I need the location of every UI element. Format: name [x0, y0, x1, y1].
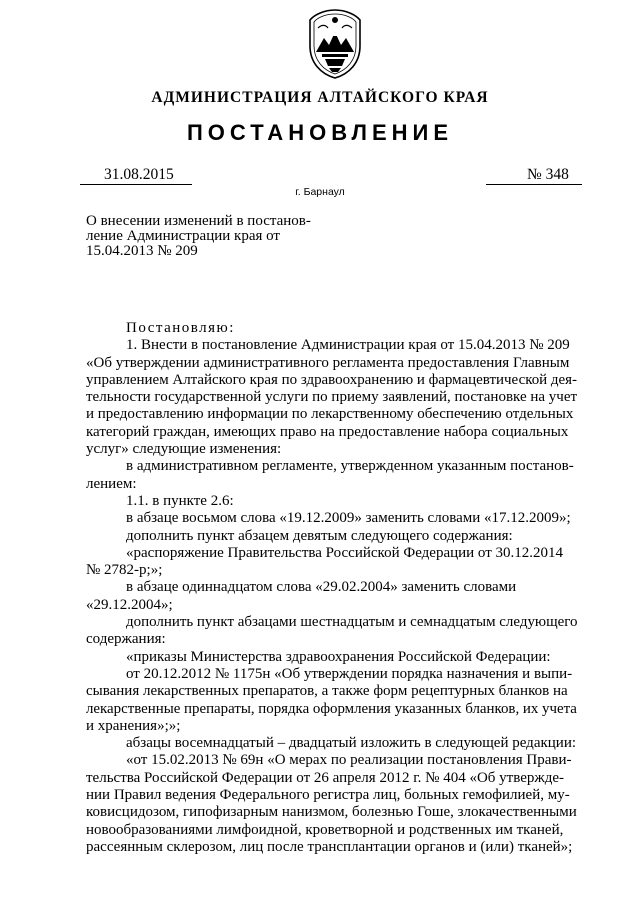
body-line: № 2782-р;»; [86, 562, 163, 579]
subject-line: О внесении изменений в постанов- [86, 213, 311, 229]
body-line: содержания: [86, 631, 166, 648]
body-line: сывания лекарственных препаратов, а также форм рецептурных бланков на [86, 683, 568, 700]
body-line: категорий граждан, имеющих право на предоставление набора социальных [86, 423, 569, 440]
body-line: дополнить пункт абзацем девятым следующего содержания: [126, 527, 513, 544]
resolution-intro: Постановляю: [126, 320, 235, 336]
body-line: управлением Алтайского края по здравоохранению и фармацевтической дея- [86, 371, 578, 388]
body-line: рассеянным склерозом, лиц после трансплантации органов и (или) тканей»; [86, 838, 573, 855]
organization-name: АДМИНИСТРАЦИЯ АЛТАЙСКОГО КРАЯ [151, 89, 489, 106]
subject-line: 15.04.2013 № 209 [86, 243, 198, 259]
body-line: нии Правил ведения Федерального регистра лиц, больных гемофилией, му- [86, 787, 570, 804]
body-line: услуг» следующие изменения: [86, 441, 282, 458]
body-line: лением: [86, 475, 137, 492]
body-line: «29.12.2004»; [86, 596, 173, 613]
body-line: в абзаце одиннадцатом слова «29.02.2004» заменить словами [126, 579, 517, 596]
body-line: в абзаце восьмом слова «19.12.2009» заменить словами «17.12.2009»; [126, 510, 571, 527]
body-line: и хранения»;»; [86, 717, 181, 734]
document-number: № 348 [527, 166, 569, 183]
body-line: 1. Внести в постановление Администрации края от 15.04.2013 № 209 [126, 337, 570, 354]
body-line: 1.1. в пункте 2.6: [126, 492, 234, 509]
subject-line: ление Администрации края от [86, 228, 280, 244]
body-line: ковисцидозом, гипофизарным нанизмом, болезнью Гоше, злокачественными [86, 804, 577, 821]
number-underline [486, 184, 582, 185]
body-line: «Об утверждении административного регламента предоставления Главным [86, 354, 570, 371]
body-line: тельности государственной услуги по приему заявлений, постановке на учет [86, 389, 578, 406]
body-line: и предоставлению информации по лекарственному обеспечению отдельных [86, 406, 574, 423]
city-name: г. Барнаул [295, 186, 345, 198]
document-subject [86, 214, 330, 259]
body-line: лекарственные препараты, порядка оформления указанных бланков, их учета [86, 700, 577, 717]
body-line: новообразованиями лимфоидной, кроветворной и родственных им тканей, [86, 821, 564, 838]
body-line: дополнить пункт абзацами шестнадцатым и семнадцатым следующего [126, 614, 578, 631]
body-line: «приказы Министерства здравоохранения Российской Федерации: [126, 648, 551, 665]
body-line: «распоряжение Правительства Российской Федерации от 30.12.2014 [126, 544, 564, 561]
coat-of-arms-icon [306, 8, 364, 80]
body-line: в административном регламенте, утвержденном указанным постанов- [126, 458, 574, 475]
body-line: от 20.12.2012 № 1175н «Об утверждении порядка назначения и выпи- [126, 665, 573, 682]
document-type: ПОСТАНОВЛЕНИЕ [186, 120, 454, 145]
body-line: абзацы восемнадцатый – двадцатый изложить в следующей редакции: [126, 735, 577, 752]
document-body [86, 320, 578, 856]
body-line: «от 15.02.2013 № 69н «О мерах по реализации постановления Прави- [126, 752, 572, 769]
document-date: 31.08.2015 [104, 166, 174, 183]
date-underline [80, 184, 192, 185]
body-line: тельства Российской Федерации от 26 апреля 2012 г. № 404 «Об утвержде- [86, 769, 565, 786]
